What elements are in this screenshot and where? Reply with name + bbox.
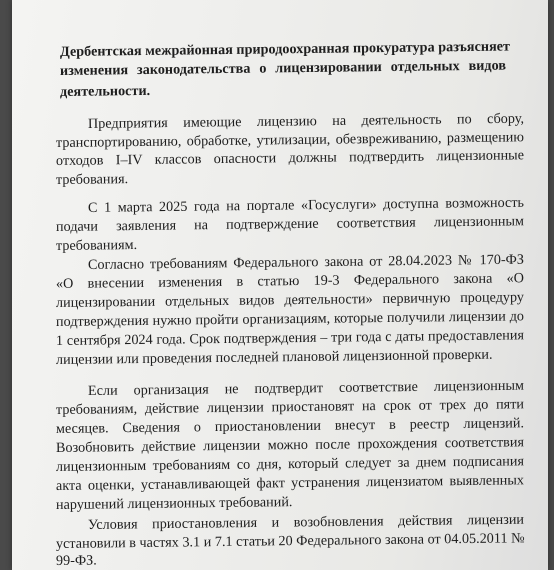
paragraph-1-line-1: Предприятия имеющие лицензию на деятельность по сбору, [87,110,525,132]
paragraph-2-line-1: С 1 марта 2025 года на портале «Госуслуги» доступна возможность [87,194,525,216]
paragraph-4-line-6: акта оценки, устанавливающей факт устранения лицензиатом выявленных [55,472,525,494]
paragraph-4-line-4: Возобновить действие лицензии можно после прохождения соответствия [55,434,525,456]
paragraph-2-line-3: требованиям. [55,237,138,254]
paragraph-4-line-5: лицензионным требованиям со дня, который следует за днем подписания [55,453,525,475]
paragraph-5-line-3: 99-ФЗ. [55,552,97,569]
paragraph-4-line-2: требованиям, действие лицензии приостановят на срок от трех до пяти [55,396,525,418]
paragraph-3-line-2: «О внесении изменения в статью 19-3 Федерального закона «О [55,270,525,292]
paragraph-2-line-2: подачи заявления на подтверждение соответствия лицензионным [55,213,525,235]
paragraph-3-line-5: 1 сентября 2024 года. Срок подтверждения – три года с даты предоставления [55,327,525,349]
paragraph-5-line-2: установили в частях 3.1 и 7.1 статьи 20 Федерального закона от 04.05.2011 № [55,530,525,552]
paragraph-4-line-1: Если организация не подтвердит соответствие лицензионным [87,377,525,399]
heading-line-2: изменения законодательства о лицензировании отдельных видов [59,57,507,79]
paragraph-3-line-6: лицензии или проведения последней плановой лицензионной проверки. [55,346,493,368]
paragraph-1-line-4: требования. [55,171,129,188]
paragraph-3-line-1: Согласно требованиям Федерального закона от 28.04.2023 № 170-ФЗ [87,251,525,273]
paragraph-4-line-7: нарушений лицензионных требований. [55,494,293,513]
paragraph-4-line-3: месяцев. Сведения о приостановлении внесут в реестр лицензий. [55,415,525,437]
heading-line-3: деятельности. [59,82,151,100]
paragraph-5-line-1: Условия приостановления и возобновления действия лицензии [87,511,525,533]
document-page [12,0,548,570]
paragraph-1-line-2: транспортированию, обработке, утилизации, обезвреживанию, размещению [55,129,525,151]
heading-line-1: Дербентская межрайонная природоохранная прокуратура разъясняет [59,38,511,60]
paragraph-3-line-4: подтверждения нужно пройти организациям, которые получили лицензии до [55,308,525,330]
paragraph-3-line-3: лицензировании отдельных видов деятельности» первичную процедуру [55,289,525,311]
paragraph-1-line-3: отходов I–IV классов опасности должны подтвердить лицензионные [55,147,525,169]
